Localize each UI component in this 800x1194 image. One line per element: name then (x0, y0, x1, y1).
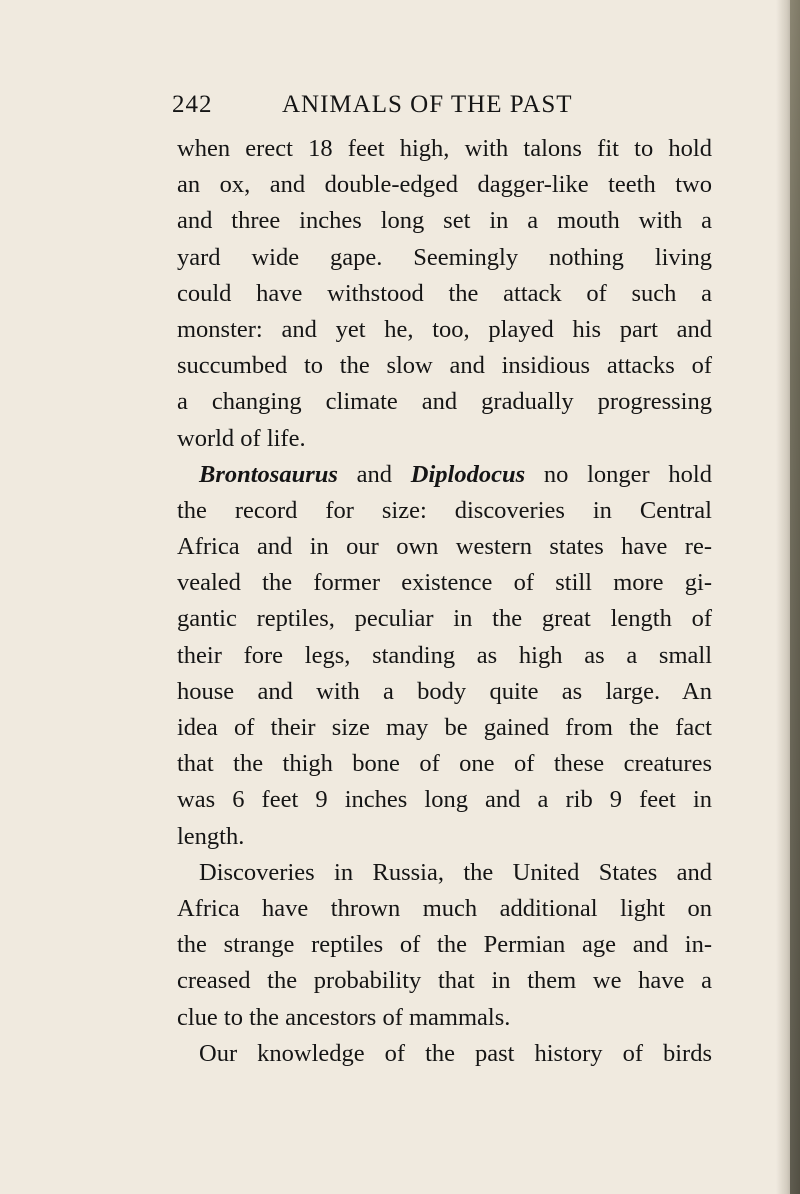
text-line: and three inches long set in a mouth with a (177, 207, 712, 235)
text-fragment: no longer hold (525, 460, 712, 488)
text-fragment: and (337, 460, 411, 488)
text-line: could have withstood the attack of such a (177, 279, 712, 307)
text-line: an ox, and double-edged dagger-like teeth two (177, 171, 712, 199)
text-line: creased the probability that in them we have a (177, 967, 712, 995)
text-line: yard wide gape. Seemingly nothing living (177, 243, 712, 271)
text-line: succumbed to the slow and insidious attacks of (177, 352, 712, 380)
text-line: their fore legs, standing as high as a small (177, 641, 712, 669)
text-line: Discoveries in Russia, the United States and (199, 858, 712, 886)
running-title: ANIMALS OF THE PAST (282, 91, 573, 118)
text-line: the strange reptiles of the Permian age and in- (177, 931, 712, 959)
species-name: Brontosaurus (199, 460, 338, 488)
text-line: Our knowledge of the past history of birds (199, 1039, 712, 1067)
text-line: monster: and yet he, too, played his part and (177, 315, 712, 343)
body-text (177, 131, 712, 1072)
text-line: that the thigh bone of one of these creatures (177, 750, 712, 778)
text-line: was 6 feet 9 inches long and a rib 9 feet in (177, 786, 712, 814)
text-line: length. (177, 822, 245, 850)
text-line: Africa have thrown much additional light on (177, 894, 712, 922)
page-edge (790, 0, 800, 1194)
text-line: idea of their size may be gained from the fact (177, 714, 712, 741)
species-name: Diplodocus (410, 460, 526, 488)
text-line: vealed the former existence of still more gi- (177, 569, 712, 597)
text-line: the record for size: discoveries in Central (177, 496, 712, 524)
text-line: when erect 18 feet high, with talons fit to hold (177, 135, 712, 162)
text-line: a changing climate and gradually progressing (177, 388, 712, 416)
page-number: 242 (172, 91, 213, 118)
text-line: world of life. (177, 424, 306, 452)
text-line: clue to the ancestors of mammals. (177, 1003, 511, 1031)
text-line: Africa and in our own western states have re- (177, 533, 712, 561)
text-line: house and with a body quite as large. An (177, 677, 712, 705)
running-header (172, 88, 712, 122)
text-line (177, 457, 712, 493)
text-line: gantic reptiles, peculiar in the great length of (177, 605, 712, 633)
